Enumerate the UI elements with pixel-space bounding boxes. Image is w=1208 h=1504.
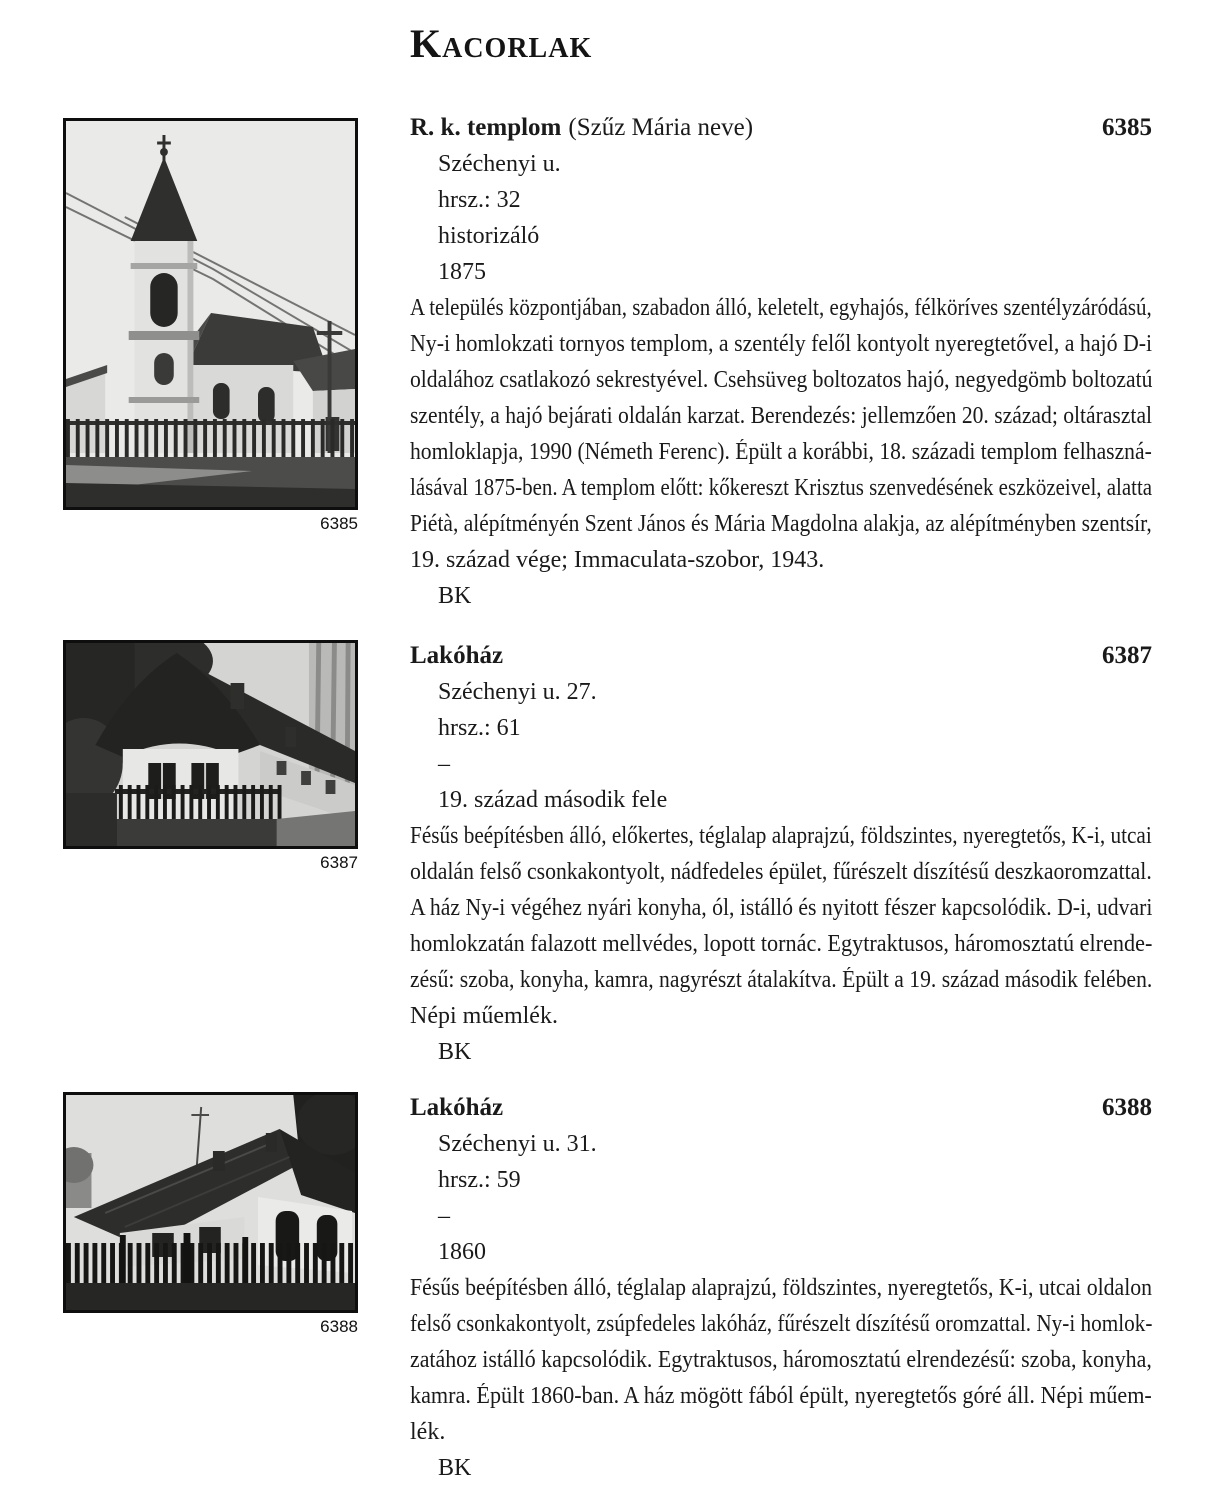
entry-subtitle: (Szűz Mária neve) <box>568 114 754 141</box>
entry-meta <box>410 146 1152 290</box>
entry-header <box>410 638 1152 674</box>
entry-signature: BK <box>438 583 472 609</box>
entry-signature: BK <box>438 1039 472 1065</box>
entry-address: Széchenyi u. 31. <box>438 1131 597 1157</box>
entry-meta <box>410 674 1152 818</box>
photo-figure-6388 <box>63 1092 358 1337</box>
description-line: Fésűs beépítésben álló, előkertes, téglalap alaprajzú, földszintes, nyeregtetős, K-i, utcai <box>410 823 1152 849</box>
entry-header <box>410 1090 1152 1126</box>
description-line: oldalához csatlakozó sekrestyével. Csehsüveg boltozatos hajó, negyedgömb boltozatú <box>410 367 1153 393</box>
entry-signature: BK <box>438 1455 472 1481</box>
entry-title-group <box>410 110 753 146</box>
entry-meta <box>410 1126 1152 1270</box>
entry-number: 6385 <box>1102 114 1152 141</box>
entry-header <box>410 110 1152 146</box>
description-line: Népi műemlék. <box>410 1003 558 1029</box>
description-line: szentély, a hajó bejárati oldalán karzat. Berendezés: jellemzően 20. század; oltárasztal <box>410 403 1153 429</box>
house-photo-art-6387 <box>66 643 355 846</box>
entry-description <box>410 1270 1152 1450</box>
entry-address: Széchenyi u. <box>438 151 561 177</box>
photo-caption-6388: 6388 <box>320 1317 358 1336</box>
photo-caption-6387: 6387 <box>320 853 358 872</box>
house-photo-art-6388 <box>66 1095 355 1310</box>
description-line: Piétà, alépítményén Szent János és Mária Magdolna alakja, az alépítményben szentsír, <box>410 511 1152 537</box>
entry-title: Lakóház <box>410 1094 504 1121</box>
photo-figure-6385 <box>63 118 358 534</box>
description-line: zatához istálló kapcsolódik. Egytraktusos, háromosztatú elrendezésű: szoba, konyha, <box>410 1347 1152 1373</box>
church-photo <box>63 118 358 510</box>
entry-style: – <box>438 751 450 777</box>
house-photo-6387 <box>63 640 358 849</box>
description-line: A település központjában, szabadon álló, keletelt, egyhajós, félköríves szentélyzáródású, <box>410 295 1152 321</box>
description-line: oldalán felső csonkakontyolt, nádfedeles épület, fűrészelt díszítésű deszkaoromzattal. <box>410 859 1152 885</box>
entry-6385 <box>410 110 1152 614</box>
entry-number: 6388 <box>1102 1094 1152 1121</box>
description-line: homloklapja, 1990 (Németh Ferenc). Épült a korábbi, 18. századi templom felhaszná- <box>410 439 1152 465</box>
entry-6387 <box>410 638 1152 1070</box>
entry-parcel: hrsz.: 32 <box>438 187 521 213</box>
page-title: Kacorlak <box>410 21 593 66</box>
entry-title-group <box>410 638 510 674</box>
entry-address: Széchenyi u. 27. <box>438 679 597 705</box>
photo-caption-6385: 6385 <box>320 514 358 533</box>
entry-number: 6387 <box>1102 642 1152 669</box>
entry-title: Lakóház <box>410 642 504 669</box>
entry-description <box>410 290 1152 578</box>
entry-parcel: hrsz.: 59 <box>438 1167 521 1193</box>
entry-style: – <box>438 1203 450 1229</box>
photo-figure-6387 <box>63 640 358 873</box>
entry-style: historizáló <box>438 223 540 249</box>
entry-description <box>410 818 1152 1034</box>
description-line: A ház Ny-i végéhez nyári konyha, ól, istálló és nyitott fészer kapcsolódik. D-i, udvari <box>410 895 1153 921</box>
description-line: lásával 1875-ben. A templom előtt: kőkereszt Krisztus szenvedésének eszközeivel, alatta <box>410 475 1153 501</box>
entry-date: 1875 <box>438 259 486 285</box>
description-line: felső csonkakontyolt, zsúpfedeles lakóház, fűrészelt díszítésű oromzattal. Ny-i homlok- <box>410 1311 1153 1337</box>
entry-date: 19. század második fele <box>438 787 668 813</box>
house-photo-6388 <box>63 1092 358 1313</box>
entry-title: R. k. templom <box>410 114 562 141</box>
description-line: lék. <box>410 1419 446 1445</box>
description-line: zésű: szoba, konyha, kamra, nagyrészt átalakítva. Épült a 19. század második felében. <box>410 967 1153 993</box>
description-line: Fésűs beépítésben álló, téglalap alaprajzú, földszintes, nyeregtetős, K-i, utcai oldalon <box>410 1275 1153 1301</box>
entry-6388 <box>410 1090 1152 1486</box>
entry-parcel: hrsz.: 61 <box>438 715 521 741</box>
entry-title-group <box>410 1090 510 1126</box>
church-photo-art <box>66 121 355 507</box>
entry-date: 1860 <box>438 1239 486 1265</box>
description-line: 19. század vége; Immaculata-szobor, 1943. <box>410 547 825 573</box>
description-line: Ny-i homlokzati tornyos templom, a szentély felől kontyolt nyeregtetővel, a hajó D-i <box>410 331 1153 357</box>
description-line: homlokzatán falazott mellvédes, lopott tornác. Egytraktusos, háromosztatú elrende- <box>410 931 1153 957</box>
description-line: kamra. Épült 1860-ban. A ház mögött fából épült, nyeregtetős góré áll. Népi műem- <box>410 1383 1152 1409</box>
